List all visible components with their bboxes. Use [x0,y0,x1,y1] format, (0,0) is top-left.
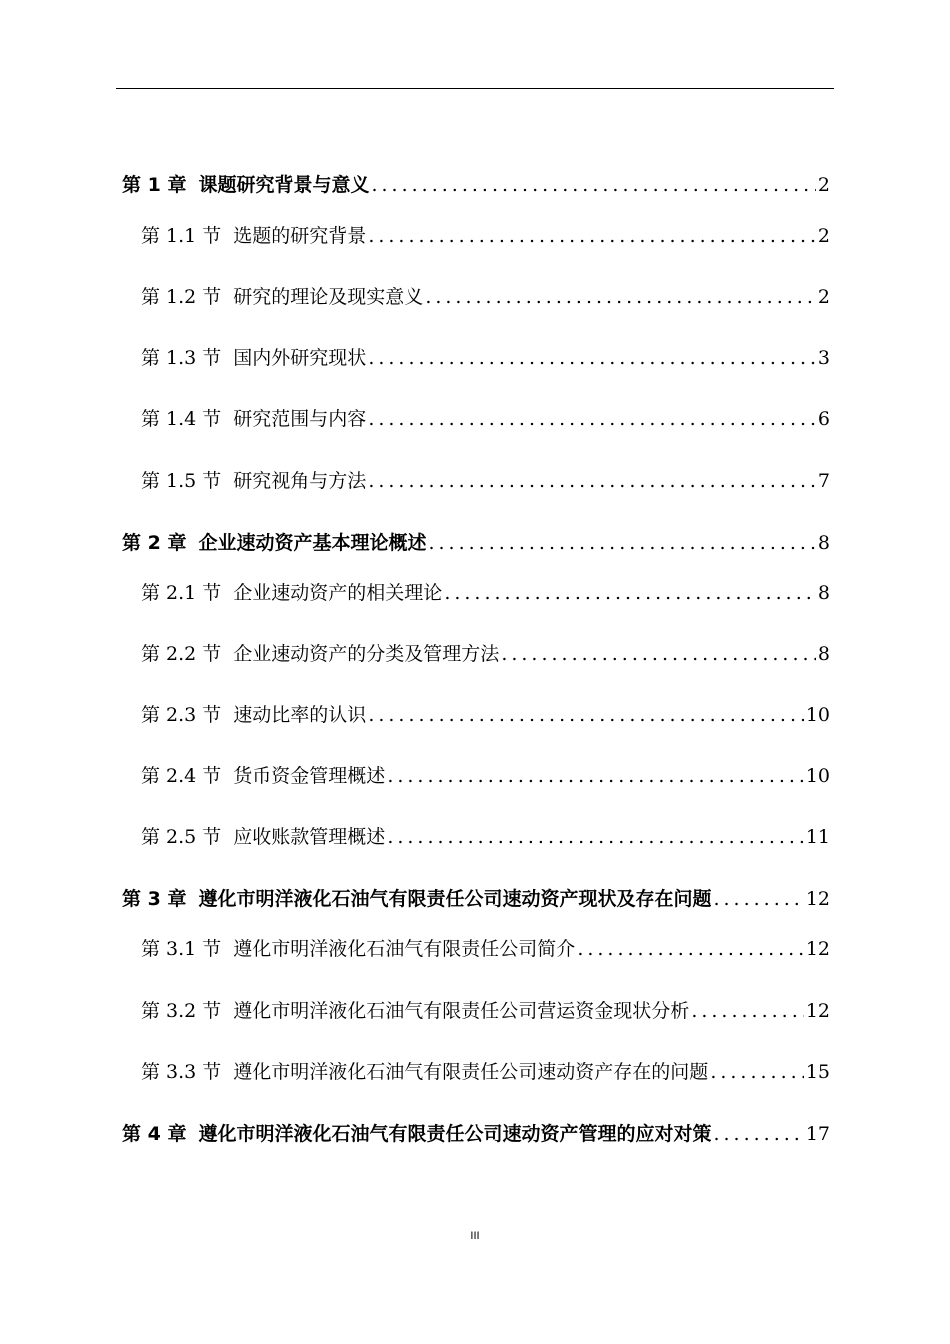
toc-entry-title: 企业速动资产基本理论概述 [198,532,427,554]
toc-entry-page: 2 [817,225,830,247]
toc-entry-page: 8 [817,643,830,665]
toc-entry-section-1-3[interactable] [141,345,830,371]
toc-entry-title: 国内外研究现状 [233,347,367,369]
toc-entry-page: 12 [805,938,830,960]
toc-entry-title: 研究的理论及现实意义 [233,286,424,308]
toc-entry-section-3-1[interactable] [141,936,830,962]
toc-dot-leader [577,936,804,962]
toc-dot-leader [371,172,815,198]
toc-entry-number: 第 2.3 节 [141,704,222,726]
toc-dot-leader [368,223,816,249]
toc-entry-title: 企业速动资产的分类及管理方法 [233,643,500,665]
toc-dot-leader [691,998,804,1024]
toc-entry-number: 第 1.2 节 [141,286,222,308]
toc-entry-section-2-1[interactable] [141,580,830,606]
toc-entry-page: 17 [805,1123,830,1145]
toc-entry-section-1-2[interactable] [141,284,830,310]
toc-entry-title: 遵化市明洋液化石油气有限责任公司速动资产管理的应对对策 [198,1123,712,1145]
toc-entry-number: 第 1.5 节 [141,470,222,492]
toc-entry-section-1-4[interactable] [141,406,830,432]
toc-dot-leader [713,1121,803,1147]
toc-entry-title: 速动比率的认识 [233,704,367,726]
toc-entry-number: 第 2 章 [122,532,187,554]
header-rule [116,88,834,89]
toc-dot-leader [387,824,804,850]
toc-entry-page: 2 [817,286,830,308]
toc-entry-title: 选题的研究背景 [233,225,367,247]
toc-entry-number: 第 1.3 节 [141,347,222,369]
toc-entry-number: 第 3.3 节 [141,1061,222,1083]
toc-entry-chapter-4[interactable] [122,1121,830,1147]
toc-entry-page: 7 [817,470,830,492]
toc-entry-title: 遵化市明洋液化石油气有限责任公司简介 [233,938,576,960]
toc-entry-page: 11 [805,826,830,848]
toc-entry-number: 第 2.5 节 [141,826,222,848]
toc-entry-section-2-4[interactable] [141,763,830,789]
toc-entry-title: 研究范围与内容 [233,408,367,430]
toc-entry-number: 第 3.2 节 [141,1000,222,1022]
toc-entry-chapter-1[interactable] [122,172,830,198]
toc-dot-leader [387,763,804,789]
toc-entry-title: 遵化市明洋液化石油气有限责任公司速动资产存在的问题 [233,1061,709,1083]
page-number: III [470,1230,480,1242]
toc-entry-section-2-5[interactable] [141,824,830,850]
toc-entry-section-1-1[interactable] [141,223,830,249]
toc-entry-page: 2 [817,174,830,196]
toc-entry-title: 研究视角与方法 [233,470,367,492]
toc-entry-page: 12 [805,888,830,910]
toc-entry-section-2-3[interactable] [141,702,830,728]
toc-entry-number: 第 4 章 [122,1123,187,1145]
toc-entry-chapter-2[interactable] [122,530,830,556]
toc-entry-title: 遵化市明洋液化石油气有限责任公司速动资产现状及存在问题 [198,888,712,910]
toc-entry-title: 货币资金管理概述 [233,765,386,787]
toc-entry-title: 遵化市明洋液化石油气有限责任公司营运资金现状分析 [233,1000,690,1022]
toc-entry-section-3-3[interactable] [141,1059,830,1085]
toc-dot-leader [425,284,816,310]
toc-entry-number: 第 3 章 [122,888,187,910]
toc-entry-number: 第 2.1 节 [141,582,222,604]
toc-entry-number: 第 2.2 节 [141,643,222,665]
toc-entry-section-3-2[interactable] [141,998,830,1024]
toc-entry-number: 第 1.4 节 [141,408,222,430]
toc-entry-section-2-2[interactable] [141,641,830,667]
toc-entry-title: 企业速动资产的相关理论 [233,582,443,604]
toc-entry-chapter-3[interactable] [122,886,830,912]
toc-dot-leader [713,886,803,912]
toc-entry-number: 第 1 章 [122,174,187,196]
toc-dot-leader [368,345,816,371]
toc-dot-leader [368,406,816,432]
toc-entry-page: 8 [817,582,830,604]
toc-entry-page: 10 [805,765,830,787]
toc-dot-leader [368,702,804,728]
toc-entry-page: 6 [817,408,830,430]
toc-entry-section-1-5[interactable] [141,468,830,494]
toc-entry-page: 3 [817,347,830,369]
toc-entry-title: 课题研究背景与意义 [198,174,370,196]
toc-dot-leader [710,1059,804,1085]
toc-dot-leader [428,530,815,556]
toc-entry-page: 10 [805,704,830,726]
toc-entry-number: 第 2.4 节 [141,765,222,787]
toc-entry-number: 第 3.1 节 [141,938,222,960]
toc-entry-page: 15 [805,1061,830,1083]
toc-dot-leader [501,641,816,667]
toc-dot-leader [368,468,816,494]
toc-entry-page: 8 [817,532,830,554]
toc-entry-title: 应收账款管理概述 [233,826,386,848]
toc-entry-page: 12 [805,1000,830,1022]
toc-dot-leader [444,580,816,606]
toc-entry-number: 第 1.1 节 [141,225,222,247]
